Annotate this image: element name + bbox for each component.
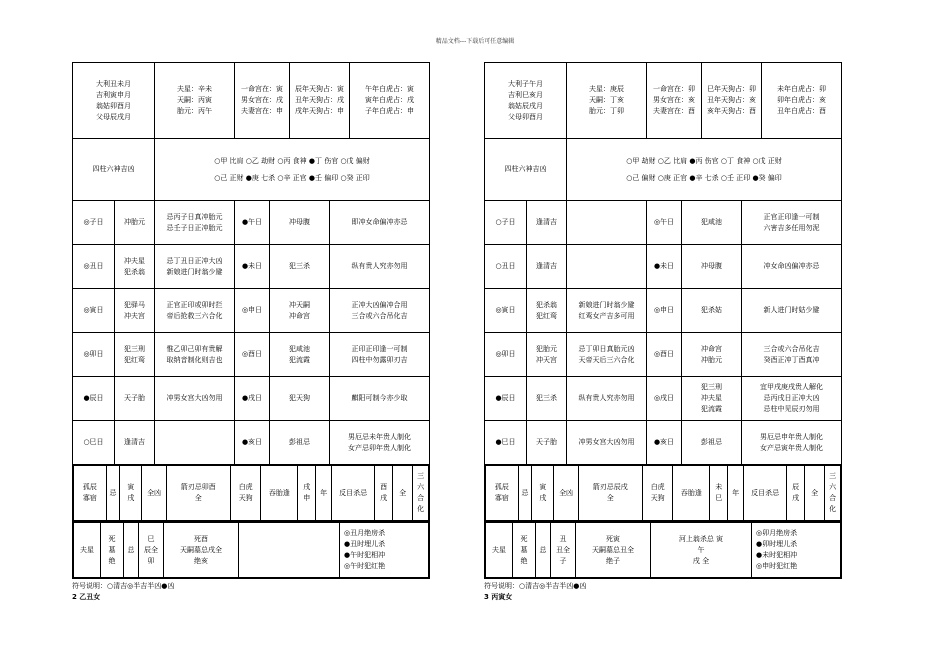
jianren-cell (166, 466, 230, 521)
symbol-legend: 符号说明：○清吉◎半吉半凶●凶 (72, 582, 175, 590)
day-branch-right (235, 201, 270, 245)
day-row (73, 421, 430, 465)
six-gods-label (73, 139, 155, 201)
day-row (485, 377, 842, 421)
fuxing-stages (513, 523, 536, 578)
chart-text: 箭刃忌辰戌 全 (592, 483, 628, 502)
day-sha-left (527, 201, 567, 245)
day-branch-left-text: ◎寅日 (83, 306, 104, 314)
day-branch-left (73, 289, 115, 333)
day-sha-right (270, 333, 330, 377)
chart-text: 忌 (521, 488, 529, 497)
day-sha-left-text: 犯三刑 犯红鸾 (124, 344, 145, 364)
day-branch-left (73, 421, 115, 465)
tuntai-label (673, 466, 710, 521)
chart-text: 辰年天狗占：寅 丑年天狗占：戌 戌年天狗占：申 (295, 85, 345, 115)
baihu-tiangou-label (642, 466, 673, 521)
chart-text: 夫星：辛未 天嗣：丙寅 胎元：丙午 (177, 85, 212, 115)
day-sha-right (682, 245, 742, 289)
chart-text: 大利丑未月 吉利寅申月 翁姑卯酉月 父母辰戌月 (96, 79, 131, 121)
chart-text: ◎卯月绝房杀 ●卯时埋儿杀 ●未时犯相冲 ◎申时犯红艳 (756, 529, 798, 570)
day-note-right-text: 即冲女命偏冲亦忌 (351, 218, 408, 226)
day-note-left (155, 421, 235, 465)
day-row (73, 377, 430, 421)
chart-text: 死寅 天嗣墓总丑全 绝子 (592, 534, 634, 565)
day-branch-left (485, 201, 527, 245)
day-note-right (330, 333, 430, 377)
day-row (485, 289, 842, 333)
tiansi-cell (164, 523, 239, 578)
chart-text: 四柱六神吉凶 (504, 165, 547, 173)
bottom-row-1 (485, 465, 841, 521)
chart-text: 白虎 天狗 (650, 483, 665, 502)
tuntai-branches (298, 466, 316, 521)
day-sha-right (682, 289, 742, 333)
day-sha-left (527, 289, 567, 333)
day-branch-left-text: ○丑日 (495, 262, 516, 270)
day-note-right-text: 男厄忌未年贵人制化 女产忌卯年贵人制化 (348, 432, 412, 452)
day-note-left-text: 惟乙卯己卯有贵解 取纳音制化则吉也 (166, 344, 223, 364)
chart-text: 全凶 (559, 488, 574, 497)
chart-text: 全 (399, 488, 407, 497)
day-branch-left-text: ○子日 (495, 218, 516, 226)
guchen-ji (106, 466, 120, 521)
day-sha-right-text: 彭祖忌 (289, 438, 310, 446)
day-branch-left-text: ○巳日 (83, 438, 104, 446)
day-sha-left-text: 逢清吉 (536, 262, 557, 270)
day-branch-right (647, 201, 682, 245)
guchen-branches (120, 466, 142, 521)
day-note-right-text: 纵有贵人究亦勿用 (351, 262, 408, 270)
chart-text: ○己 正财 ●庚 七杀 ○辛 正官 ●壬 偏印 ○癸 正印 (214, 173, 370, 182)
day-branch-left (73, 333, 115, 377)
day-note-right-text: 正官正印逢一可制 六害吉多任用勿泥 (763, 212, 820, 232)
day-sha-right (682, 421, 742, 465)
day-sha-left-text: 天子胎 (536, 438, 557, 446)
chart-text: 寅 戌 (539, 483, 547, 502)
day-note-left (567, 377, 647, 421)
day-sha-left-text: 犯杀翁 犯红鸾 (536, 300, 557, 320)
day-note-right-text: 新人进门时姑少避 (763, 306, 820, 314)
baihu-tiangou-label (230, 466, 261, 521)
day-sha-left (115, 201, 155, 245)
fuxing-label (486, 523, 513, 578)
chart-text: 三 六 合 化 (417, 472, 425, 513)
day-branch-right (235, 289, 270, 333)
day-row (73, 333, 430, 377)
day-note-right (742, 377, 842, 421)
day-sha-right (682, 377, 742, 421)
day-note-left (155, 245, 235, 289)
chart-text: 夫星 (80, 545, 94, 554)
tiansi-cell (576, 523, 651, 578)
day-note-right-text: 男厄忌申年贵人制化 女产忌寅年贵人制化 (760, 432, 824, 452)
chart-text: 白虎 天狗 (238, 483, 253, 502)
day-sha-left (115, 289, 155, 333)
day-note-left (155, 377, 235, 421)
day-sha-right (270, 421, 330, 465)
chart-text: 午年白虎占：寅 寅年白虎占：戌 子年白虎占：申 (365, 85, 415, 115)
chart-caption: 3 丙寅女 (484, 593, 513, 601)
day-sha-left (115, 245, 155, 289)
day-branch-right-text: ●亥日 (653, 438, 675, 446)
day-row (485, 333, 842, 377)
day-note-left (567, 245, 647, 289)
chart-text: 辰 戌 (792, 483, 800, 502)
day-sha-left (527, 245, 567, 289)
chart-text: 未年白虎占：卯 卯年白虎占：亥 丑年白虎占：酉 (777, 85, 827, 115)
fuxing-branches (139, 523, 164, 578)
day-note-right-text: 三合或六合吊化吉 癸酉正冲丁酉真冲 (763, 344, 820, 364)
day-sha-left-text: 冲胎元 (124, 218, 145, 226)
day-branch-left-text: ◎寅日 (495, 306, 516, 314)
day-branch-right-text: ◎酉日 (241, 350, 263, 358)
chart-text: 酉 戌 (380, 483, 388, 502)
chart-text: 夫星：庚辰 天嗣：丁亥 胎元：丁卯 (589, 85, 624, 115)
day-row (73, 201, 430, 245)
day-note-right-text: 正印正印逢一可制 四柱中勿露卯刃吉 (351, 344, 408, 364)
day-branch-left (485, 333, 527, 377)
tuntai-branches (710, 466, 728, 521)
day-sha-left-text: 犯胎元 冲天宫 (536, 344, 557, 364)
chart-text: ○己 偏财 ○庚 正官 ●辛 七杀 ○壬 正印 ●癸 偏印 (626, 173, 782, 182)
day-sha-right-text: 犯天狗 (289, 394, 310, 402)
day-branch-left-text: ●辰日 (83, 394, 104, 402)
day-sha-right-text: 彭祖忌 (701, 438, 722, 446)
husband-star-cell (567, 63, 647, 139)
chart-text: 巳年天狗占：卯 丑年天狗占：亥 亥年天狗占：酉 (707, 85, 757, 115)
tiangou-cell (702, 63, 762, 139)
day-note-right (742, 245, 842, 289)
heshang-cell (651, 523, 752, 578)
chart-text: 箭刃忌卯酉 全 (180, 483, 216, 502)
tiangou-cell (290, 63, 350, 139)
day-sha-left-text: 犯三杀 (536, 394, 557, 402)
tuntai-year (316, 466, 332, 521)
day-note-right (742, 289, 842, 333)
day-row (485, 201, 842, 245)
day-sha-left (115, 421, 155, 465)
day-note-left (155, 333, 235, 377)
day-branch-right-text: ●亥日 (241, 438, 263, 446)
day-note-left (567, 421, 647, 465)
chart-text: 大利子午月 吉利巳亥月 翁姑辰戌月 父母卯酉月 (508, 79, 543, 121)
day-branch-right (647, 289, 682, 333)
fuxing-zong (124, 523, 139, 578)
day-sha-right (270, 245, 330, 289)
fanmu-all (393, 466, 413, 521)
chart-text: 未 巳 (715, 483, 723, 502)
day-sha-right-text: 犯三杀 (289, 262, 310, 270)
day-branch-left (485, 421, 527, 465)
fanmu-label (332, 466, 375, 521)
jianren-cell (578, 466, 642, 521)
chart-text: 总 (127, 545, 135, 554)
chart-text: 全凶 (147, 488, 162, 497)
baihu-cell (762, 63, 842, 139)
chart-text: 忌 (109, 488, 117, 497)
marriage-chart-table (484, 62, 842, 579)
chart-text: 戌 申 (303, 483, 311, 502)
day-sha-left (527, 377, 567, 421)
month-benefit-cell (485, 63, 567, 139)
chart-text: 三 六 合 化 (829, 472, 837, 513)
day-note-right (330, 377, 430, 421)
day-sha-right-text: 犯三刑 冲夫星 犯流霞 (701, 383, 722, 413)
day-branch-left (73, 201, 115, 245)
day-note-left-text: 冲男女宫大凶勿用 (578, 438, 635, 446)
chart-text: 寅 戌 (127, 483, 135, 502)
hour-sha-cell (340, 523, 429, 578)
day-sha-right (270, 289, 330, 333)
six-gods-values (155, 139, 430, 201)
month-benefit-cell (73, 63, 155, 139)
six-gods-values (567, 139, 842, 201)
day-note-right (742, 201, 842, 245)
fanmu-all (805, 466, 825, 521)
day-branch-right-text: ◎午日 (653, 218, 675, 226)
chart-text: 孤辰 寡宿 (82, 483, 97, 502)
sanliuhe-cell (413, 466, 429, 521)
bottom-row-2 (73, 522, 429, 578)
day-sha-left-text: 天子胎 (124, 394, 145, 402)
fanmu-branches (787, 466, 805, 521)
day-branch-right-text: ◎申日 (241, 306, 263, 314)
chart-text: 吞胎逢 (680, 488, 702, 497)
day-sha-right-text: 冲命宫 冲胎元 (701, 344, 722, 364)
day-note-left-text: 纵有贵人究亦勿用 (578, 394, 635, 402)
day-branch-right-text: ●未日 (653, 262, 675, 270)
chart-text: 死 墓 绝 (520, 534, 528, 565)
day-note-left-text: 冲男女宫大凶勿用 (166, 394, 223, 402)
chart-text: 反目杀忌 (339, 488, 368, 497)
chart-text: ○甲 劫财 ○乙 比肩 ●丙 伤官 ○丁 食神 ○戊 正财 (626, 156, 782, 165)
tuntai-label (261, 466, 298, 521)
husband-star-cell (155, 63, 235, 139)
day-branch-left-text: ◎卯日 (495, 350, 516, 358)
day-sha-right-text: 犯咸池 犯流霞 (289, 344, 310, 364)
chart-text: 死酉 天嗣墓总戌全 绝亥 (180, 534, 222, 565)
day-branch-left (485, 289, 527, 333)
day-row (73, 245, 430, 289)
marriage-chart-table (72, 62, 430, 579)
chart-text: 夫星 (492, 545, 506, 554)
day-sha-right-text: 犯咸池 (701, 218, 722, 226)
day-note-left-text: 忌丁丑日正冲大凶 新娘进门时翁少避 (166, 256, 223, 276)
day-note-right-text: 麒阳可制今亦少取 (351, 394, 408, 402)
chart-text: 孤辰 寡宿 (494, 483, 509, 502)
chart-text: 死 墓 绝 (108, 534, 116, 565)
day-note-right (330, 289, 430, 333)
symbol-legend: 符号说明：○清吉◎半吉半凶●凶 (484, 582, 587, 590)
day-branch-left-text: ●辰日 (495, 394, 516, 402)
fuxing-zong (536, 523, 551, 578)
fuxing-label (74, 523, 101, 578)
day-sha-left (115, 333, 155, 377)
day-branch-right-text: ●戌日 (241, 394, 263, 402)
day-note-right (330, 245, 430, 289)
day-branch-right (647, 421, 682, 465)
guchen-ji (518, 466, 532, 521)
chart-text: 年 (732, 488, 740, 497)
fanmu-branches (375, 466, 393, 521)
day-note-right (330, 201, 430, 245)
day-row (485, 421, 842, 465)
day-branch-right-text: ●午日 (241, 218, 263, 226)
day-note-left (567, 201, 647, 245)
day-sha-right (270, 201, 330, 245)
day-note-left (567, 289, 647, 333)
page-header: 精品文档---下载后可任意编辑 (435, 38, 515, 45)
day-note-left-text: 正官正印或卯时拦 帝后抢救三六合化 (166, 300, 223, 320)
life-palace-cell (235, 63, 290, 139)
day-note-right (330, 421, 430, 465)
guchen-result (554, 466, 578, 521)
day-sha-right (270, 377, 330, 421)
life-palace-cell (647, 63, 702, 139)
guchen-label (74, 466, 107, 521)
day-sha-right-text: 冲母腹 (289, 218, 310, 226)
day-branch-left-text: ●巳日 (495, 438, 516, 446)
bottom-row-1 (73, 465, 429, 521)
chart-text: 吞胎逢 (268, 488, 290, 497)
day-note-right (742, 421, 842, 465)
chart-text: 丑 丑全 子 (556, 534, 570, 565)
day-note-left (155, 201, 235, 245)
day-note-right (742, 333, 842, 377)
day-sha-left-text: 逢清吉 (124, 438, 145, 446)
day-note-left (567, 333, 647, 377)
day-sha-right (682, 333, 742, 377)
chart-text: 巳 辰全 卯 (144, 534, 158, 565)
day-note-left-text: 忌丁卯日真胎元凶 天帝天后三六合化 (578, 344, 635, 364)
day-sha-right (682, 201, 742, 245)
day-branch-right-text: ◎酉日 (653, 350, 675, 358)
day-sha-left (527, 421, 567, 465)
day-branch-left-text: ◎卯日 (83, 350, 104, 358)
chart-yichou-female (72, 62, 429, 603)
chart-text: ○甲 比肩 ○乙 劫财 ○丙 食神 ●丁 伤官 ○戊 偏财 (214, 156, 370, 165)
day-branch-left (73, 377, 115, 421)
fuxing-stages (101, 523, 124, 578)
chart-text: 一命宫在：卯 男女宫在：亥 夫妻宫在：酉 (653, 85, 695, 115)
guchen-result (142, 466, 166, 521)
day-branch-right-text: ◎申日 (653, 306, 675, 314)
chart-caption: 2 乙丑女 (72, 593, 101, 601)
chart-text: 四柱六神吉凶 (92, 165, 135, 173)
chart-text: 年 (320, 488, 328, 497)
day-note-right-text: 正冲大凶偏冲合用 三合或六合吊化吉 (351, 300, 408, 320)
hour-sha-cell (752, 523, 841, 578)
sanliuhe-cell (825, 466, 841, 521)
six-gods-label (485, 139, 567, 201)
day-branch-left-text: ◎丑日 (83, 262, 104, 270)
day-branch-right (647, 333, 682, 377)
day-note-right-text: 宜甲戌庚戌贵人解化 忌丙戌日正冲大凶 忌柱中见辰刃勿用 (760, 383, 824, 413)
chart-text: 全 (811, 488, 819, 497)
chart-text: 一命宫在：寅 男女宫在：戌 夫妻宫在：申 (241, 85, 283, 115)
day-row (73, 289, 430, 333)
day-sha-right-text: 冲母腹 (701, 262, 722, 270)
day-sha-left-text: 逢清吉 (536, 218, 557, 226)
day-branch-right (647, 377, 682, 421)
day-branch-left-text: ◎子日 (83, 218, 104, 226)
day-note-left-text: 忌丙子日真冲胎元 忌壬子日正冲胎元 (166, 212, 223, 232)
fanmu-label (744, 466, 787, 521)
day-note-left (155, 289, 235, 333)
day-branch-right-text: ◎戌日 (653, 394, 675, 402)
guchen-branches (532, 466, 554, 521)
chart-bingyin-female (484, 62, 841, 603)
heshang-cell (239, 523, 340, 578)
chart-text: 反目杀忌 (751, 488, 780, 497)
day-branch-right (235, 377, 270, 421)
day-branch-right (235, 245, 270, 289)
day-note-right-text: 冲女命凶偏冲亦忌 (763, 262, 820, 270)
day-sha-left (115, 377, 155, 421)
day-sha-right-text: 冲天嗣 冲命宫 (289, 300, 310, 320)
day-branch-left (73, 245, 115, 289)
day-branch-right (647, 245, 682, 289)
tuntai-year (728, 466, 744, 521)
baihu-cell (350, 63, 430, 139)
day-sha-right-text: 犯杀姑 (701, 306, 722, 314)
day-sha-left-text: 犯驿马 冲夫宫 (124, 300, 145, 320)
day-branch-right (235, 421, 270, 465)
day-sha-left-text: 冲夫星 犯杀翁 (124, 256, 145, 276)
chart-text: 河上翁杀总 寅 午 戌 全 (678, 534, 724, 565)
guchen-label (486, 466, 519, 521)
bottom-row-2 (485, 522, 841, 578)
day-note-left-text: 新娘进门时翁少避 红鸾女产吉多可用 (578, 300, 635, 320)
day-branch-right (235, 333, 270, 377)
chart-text: ◎丑月绝房杀 ●丑时埋儿杀 ●午时犯相冲 ◎午时犯红艳 (344, 529, 386, 570)
day-branch-left (485, 245, 527, 289)
fuxing-branches (551, 523, 576, 578)
day-branch-right-text: ●未日 (241, 262, 263, 270)
chart-text: 总 (539, 545, 547, 554)
day-sha-left (527, 333, 567, 377)
day-row (485, 245, 842, 289)
day-branch-left (485, 377, 527, 421)
